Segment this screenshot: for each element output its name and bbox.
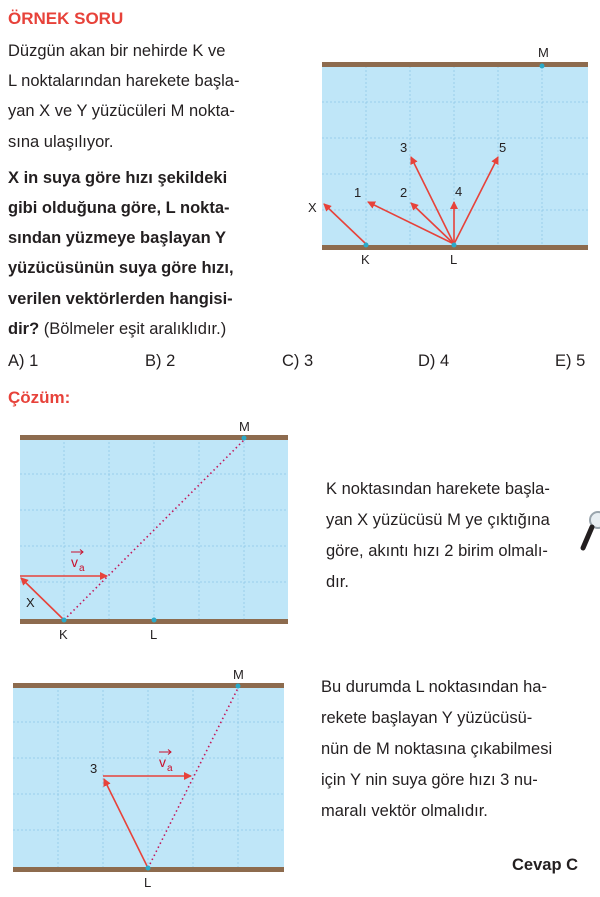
answer-label: Cevap C [512,856,579,874]
point-l [146,866,151,871]
label-vector-2: 2 [400,185,408,200]
question-bold-line: yüzücüsünün suya göre hızı, [8,259,234,278]
paragraph-line: K noktasından harekete başla- [326,480,550,498]
choice-c[interactable]: C) 3 [282,352,314,370]
point-l [452,243,457,248]
paragraph-line: rekete başlayan Y yüzücüsü- [321,709,533,727]
paragraph-line: göre, akıntı hızı 2 birim olmalı- [326,542,548,560]
question-text [8,36,288,344]
river-bank-top [322,62,588,67]
label-vector-4: 4 [455,184,463,199]
point-l [152,618,157,623]
river-bank-top [13,683,284,688]
label-m: M [239,419,250,434]
choice-d[interactable]: D) 4 [418,352,450,370]
va-letter: v [71,554,78,570]
paragraph-line: nün de M noktasına çıkabilmesi [321,740,553,758]
question-line: yan X ve Y yüzücüleri M nokta- [8,102,235,121]
question-line: Düzgün akan bir nehirde K ve [8,42,226,60]
paragraph-line: Bu durumda L noktasından ha- [321,678,547,696]
question-bold-line: gibi olduğuna göre, L nokta- [8,199,230,218]
paragraph-line: dır. [326,573,349,591]
question-line: L noktalarından harekete başla- [8,72,240,91]
magnifier-icon [582,510,600,554]
question-bold-line: verilen vektörlerden hangisi- [8,289,233,308]
label-m: M [538,45,549,60]
solution-heading: Çözüm: [8,388,71,407]
label-x: X [26,595,35,610]
label-k: K [361,252,370,267]
point-k [364,243,369,248]
va-subscript: a [167,763,173,774]
va-letter: v [159,754,166,770]
river-bank-top [20,435,288,440]
choice-e[interactable]: E) 5 [555,352,586,370]
river-water [13,686,284,868]
point-m [242,436,247,441]
label-vector-3: 3 [400,140,408,155]
label-m: M [233,667,244,682]
question-last-line: dir? (Bölmeler eşit aralıklıdır.) [8,319,227,338]
label-l: L [150,627,158,642]
question-line: sına ulaşılıyor. [8,132,114,151]
choice-b[interactable]: B) 2 [145,352,176,370]
va-subscript: a [79,563,85,574]
label-k: K [59,627,68,642]
label-3: 3 [90,761,98,776]
river-water [322,66,588,246]
label-x: X [308,200,317,215]
question-bold-line: sından yüzmeye başlayan Y [8,229,226,248]
point-k [62,618,67,623]
label-l: L [450,252,458,267]
label-vector-5: 5 [499,140,507,155]
example-heading: ÖRNEK SORU [8,9,124,28]
figure-solution-k [0,416,300,646]
paragraph-line: maralı vektör olmalıdır. [321,802,488,820]
label-vector-1: 1 [354,185,362,200]
paragraph-line: yan X yüzücüsü M ye çıktığına [326,511,550,529]
question-bold-line: X in suya göre hızı şekildeki [8,168,228,187]
river-water [20,438,288,620]
figure-river-vectors [300,40,600,275]
figure-solution-l [0,664,300,894]
choice-a[interactable]: A) 1 [8,352,39,370]
label-l: L [144,875,152,890]
point-m [540,64,545,69]
point-m [236,684,241,689]
paragraph-line: için Y nin suya göre hızı 3 nu- [321,771,538,789]
solution-paragraph-2 [321,672,596,827]
solution-paragraph-1 [326,474,596,598]
